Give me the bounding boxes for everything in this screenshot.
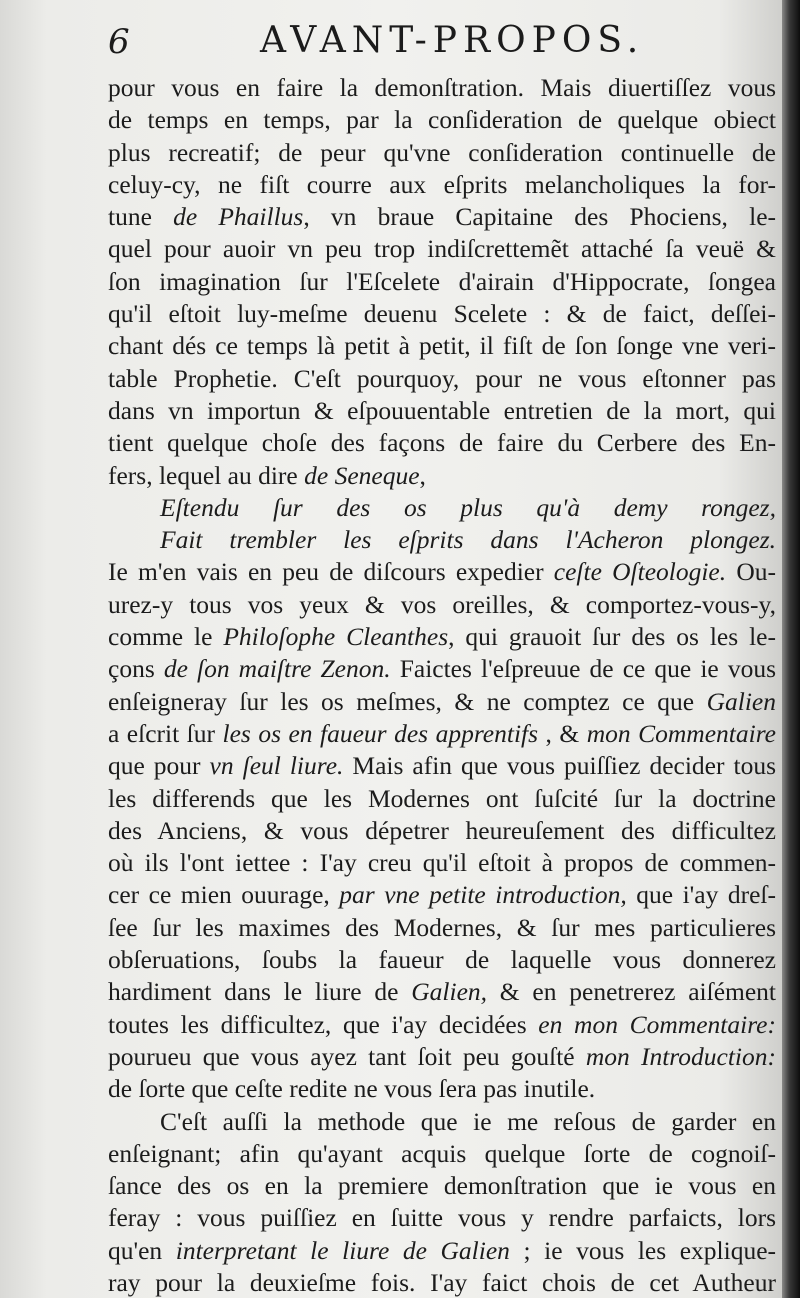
- text-line: [108, 750, 776, 782]
- text-segment: des Anciens, & vous dépetrer heureuſement des difficultez: [108, 815, 776, 845]
- text-segment: tune: [108, 202, 174, 232]
- italic-text: ceſte Oſteologie.: [553, 557, 727, 587]
- text-line: [108, 653, 776, 685]
- text-line: [108, 912, 776, 944]
- text-segment: de temps en temps, par la conſideration de quelque obiect: [108, 105, 776, 135]
- text-segment: Ie m'en vais en peu de diſcours expedier: [108, 557, 554, 587]
- text-line: [108, 1009, 776, 1041]
- text-segment: enſeignant; afin qu'ayant acquis quelque ſorte de cognoiſ-: [108, 1138, 776, 1168]
- text-line: [108, 1170, 776, 1202]
- text-line: [108, 556, 776, 588]
- text-line: [108, 783, 776, 815]
- text-line: [108, 266, 776, 298]
- text-line: [108, 686, 776, 718]
- text-line: [108, 589, 776, 621]
- italic-text: en mon Commentaire:: [538, 1009, 776, 1039]
- text-segment: feray : vous puiſſiez en ſuitte vous y rendre parfaicts, lors: [108, 1203, 776, 1233]
- text-segment: où ils l'ont iettee : I'ay creu qu'il eſtoit à propos de commen-: [108, 848, 776, 878]
- italic-text: par vne petite introduction,: [339, 880, 627, 910]
- text-segment: ſance des os en la premiere demonſtration que ie vous en: [108, 1171, 776, 1201]
- text-line: [108, 169, 776, 201]
- running-title: AVANT-PROPOS.: [260, 20, 645, 61]
- italic-text: mon Introduction:: [585, 1041, 776, 1071]
- text-segment: plus recreatif; de peur qu'vne conſideration continuelle de: [108, 137, 776, 167]
- italic-text: Philoſophe Cleanthes: [223, 622, 449, 652]
- text-line: [108, 233, 776, 265]
- text-segment: ray pour la deuxieſme fois. I'ay faict chois de cet Autheur: [108, 1267, 776, 1297]
- text-segment: de ſorte que ceſte redite ne vous ſera pas inutile.: [108, 1074, 596, 1104]
- text-line: [108, 1073, 776, 1105]
- italic-text: mon Commentaire: [586, 718, 776, 748]
- text-segment: les differends que les Modernes ont ſuſcité ſur la doctrine: [108, 783, 776, 813]
- text-line: [108, 1235, 776, 1267]
- text-segment: çons: [108, 654, 164, 684]
- verse-line: [108, 524, 776, 556]
- text-segment: enſeigneray ſur les os meſmes, & ne comptez ce que: [108, 686, 707, 716]
- text-segment: dans vn importun & eſpouuentable entretien de la mort, qui: [108, 395, 776, 425]
- text-segment: table Prophetie. C'eſt pourquoy, pour ne vous eſtonner pas: [108, 363, 776, 393]
- text-segment: que i'ay dreſ-: [626, 880, 776, 910]
- text-segment: ,: [419, 460, 426, 490]
- text-line: [108, 427, 776, 459]
- text-segment: qu'il eſtoit luy-meſme deuenu Scelete : & de faict, deſſei-: [108, 299, 776, 329]
- text-segment: ſon imagination ſur l'Eſcelete d'airain d'Hippocrate, ſongea: [108, 266, 776, 296]
- page-number: 6: [108, 22, 130, 62]
- text-line: [108, 1267, 776, 1298]
- text-line: [108, 944, 776, 976]
- text-segment: chant dés ce temps là petit à petit, il fiſt de ſon ſonge vne veri-: [108, 331, 776, 361]
- text-segment: quel pour auoir vn peu trop indiſcrettemẽt attaché ſa veuë &: [108, 234, 776, 264]
- text-segment: tient quelque choſe des façons de faire du Cerbere des En-: [108, 428, 776, 458]
- italic-text: de ſon maiſtre Zenon.: [163, 654, 391, 684]
- italic-text: les os en faueur des apprentifs: [222, 718, 539, 748]
- text-segment: ; ie vous les explique-: [509, 1235, 776, 1265]
- text-line: [108, 815, 776, 847]
- text-line: [108, 104, 776, 136]
- text-line: [108, 1202, 776, 1234]
- text-segment: ſee ſur les maximes des Modernes, & ſur mes particulieres: [108, 912, 776, 942]
- text-segment: Eſtendu ſur des os plus qu'à demy rongez,: [160, 492, 776, 522]
- text-line: [108, 137, 776, 169]
- text-segment: Faictes l'eſpreuue de ce que ie vous: [390, 654, 776, 684]
- text-segment: a eſcrit ſur: [108, 718, 223, 748]
- page-edge-shadow: [782, 0, 800, 1298]
- text-segment: & en penetrerez aiſément: [487, 977, 776, 1007]
- text-segment: comme le: [108, 622, 224, 652]
- text-segment: celuy-cy, ne fiſt courre aux eſprits melancholiques la for-: [108, 169, 776, 199]
- text-line: [108, 298, 776, 330]
- italic-text: vn ſeul liure.: [209, 751, 344, 781]
- text-segment: , qui grauoit ſur des os les le-: [448, 622, 776, 652]
- text-segment: obſeruations, ſoubs la faueur de laquelle vous donnerez: [108, 945, 776, 975]
- text-segment: qu'en: [108, 1235, 176, 1265]
- text-line: [108, 395, 776, 427]
- text-segment: Fait trembler les eſprits dans l'Acheron plongez.: [160, 525, 776, 555]
- text-segment: C'eſt auſſi la methode que ie me reſous de garder en: [160, 1106, 776, 1136]
- italic-text: Galien,: [411, 977, 488, 1007]
- text-line: [108, 847, 776, 879]
- text-line: [108, 718, 776, 750]
- text-line: [108, 1041, 776, 1073]
- text-line: [108, 621, 776, 653]
- text-segment: , vn braue Capitaine des Phociens, le-: [303, 202, 776, 232]
- italic-text: Galien: [706, 686, 776, 716]
- text-line: [108, 330, 776, 362]
- page-header: [108, 16, 768, 72]
- text-line: [108, 976, 776, 1008]
- text-segment: que pour: [108, 751, 210, 781]
- italic-text: de Seneque: [304, 460, 420, 490]
- italic-text: de Phaillus: [173, 202, 304, 232]
- text-line: [108, 1138, 776, 1170]
- text-segment: , &: [538, 718, 587, 748]
- text-segment: Mais afin que vous puiſſiez decider tous: [343, 751, 776, 781]
- text-segment: pour vous en faire la demonſtration. Mais diuertiſſez vous: [108, 73, 776, 102]
- body-text: [108, 72, 776, 1298]
- text-line: [108, 879, 776, 911]
- text-segment: cer ce mien ouurage,: [108, 880, 340, 910]
- text-line: [108, 72, 776, 104]
- text-line: [108, 201, 776, 233]
- italic-text: interpretant le liure de Galien: [175, 1235, 510, 1265]
- text-line: [108, 1106, 776, 1138]
- text-segment: urez-y tous vos yeux & vos oreilles, & comportez-vous-y,: [108, 589, 776, 619]
- text-segment: pourueu que vous ayez tant ſoit peu gouſté: [108, 1041, 586, 1071]
- text-line: [108, 460, 776, 492]
- text-segment: Ou-: [726, 557, 776, 587]
- text-segment: fers, lequel au dire: [108, 460, 305, 490]
- text-segment: hardiment dans le liure de: [108, 977, 412, 1007]
- text-segment: toutes les difficultez, que i'ay decidées: [108, 1009, 539, 1039]
- text-line: [108, 363, 776, 395]
- verse-line: [108, 492, 776, 524]
